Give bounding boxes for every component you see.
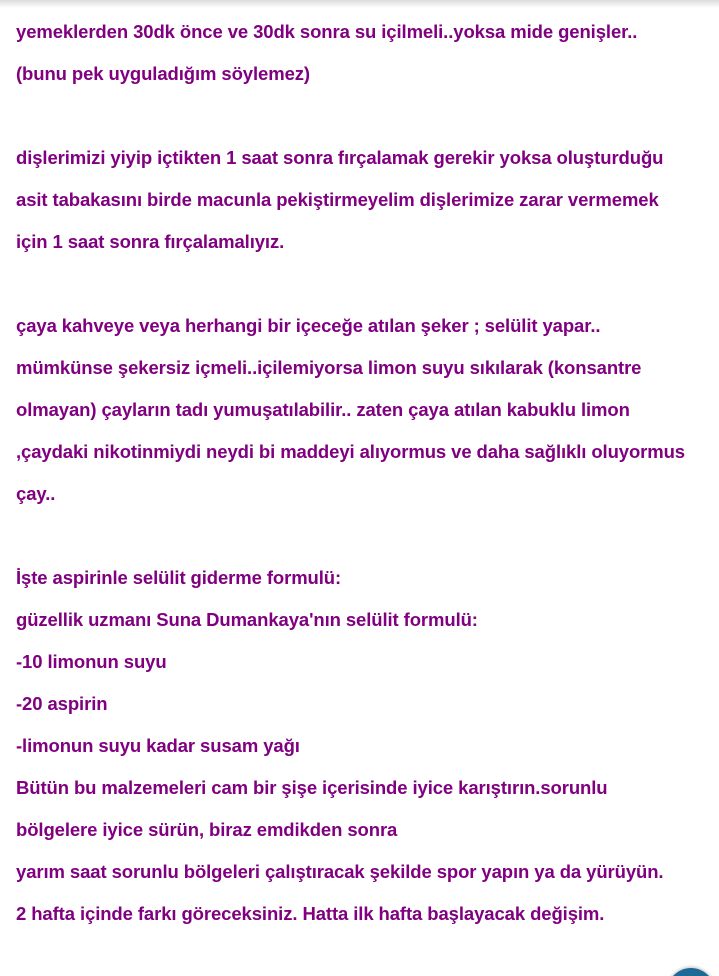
article-line: asit tabakasını birde macunla pekiştirmeyelim dişlerimize zarar vermemek [16, 189, 659, 210]
article-line: bölgelere iyice sürün, biraz emdikden sonra [16, 819, 398, 840]
article-line: çaya kahveye veya herhangi bir içeceğe atılan şeker ; selülit yapar.. [16, 315, 601, 336]
floating-action-button[interactable] [667, 968, 715, 976]
article-line: yemeklerden 30dk önce ve 30dk sonra su içilmeli..yoksa mide genişler.. [16, 21, 638, 42]
article-line: İşte aspirinle selülit giderme formulü: [16, 567, 342, 588]
article-line: -limonun suyu kadar susam yağı [16, 735, 300, 756]
article-line: olmayan) çayların tadı yumuşatılabilir.. zaten çaya atılan kabuklu limon [16, 399, 630, 420]
blank-line [16, 95, 711, 137]
article-line: güzellik uzmanı Suna Dumankaya'nın selülit formulü: [16, 609, 478, 630]
article-line: 2 hafta içinde farkı göreceksiniz. Hatta ilk hafta başlayacak değişim. [16, 903, 605, 924]
article-line: çay.. [16, 483, 56, 504]
article-body [16, 11, 711, 935]
article-line: dişlerimizi yiyip içtikten 1 saat sonra fırçalamak gerekir yoksa oluşturduğu [16, 147, 664, 168]
blank-line [16, 515, 711, 557]
article-line: -10 limonun suyu [16, 651, 167, 672]
article-line: yarım saat sorunlu bölgeleri çalıştıracak şekilde spor yapın ya da yürüyün. [16, 861, 664, 882]
article-line: (bunu pek uyguladığım söylemez) [16, 63, 310, 84]
top-bar-shadow [0, 0, 719, 8]
article-line: -20 aspirin [16, 693, 108, 714]
article-line: Bütün bu malzemeleri cam bir şişe içerisinde iyice karıştırın.sorunlu [16, 777, 608, 798]
blank-line [16, 263, 711, 305]
article-line: mümkünse şekersiz içmeli..içilemiyorsa limon suyu sıkılarak (konsantre [16, 357, 642, 378]
article-line: için 1 saat sonra fırçalamalıyız. [16, 231, 285, 252]
article-line: ,çaydaki nikotinmiydi neydi bi maddeyi alıyormus ve daha sağlıklı oluyormus [16, 441, 685, 462]
